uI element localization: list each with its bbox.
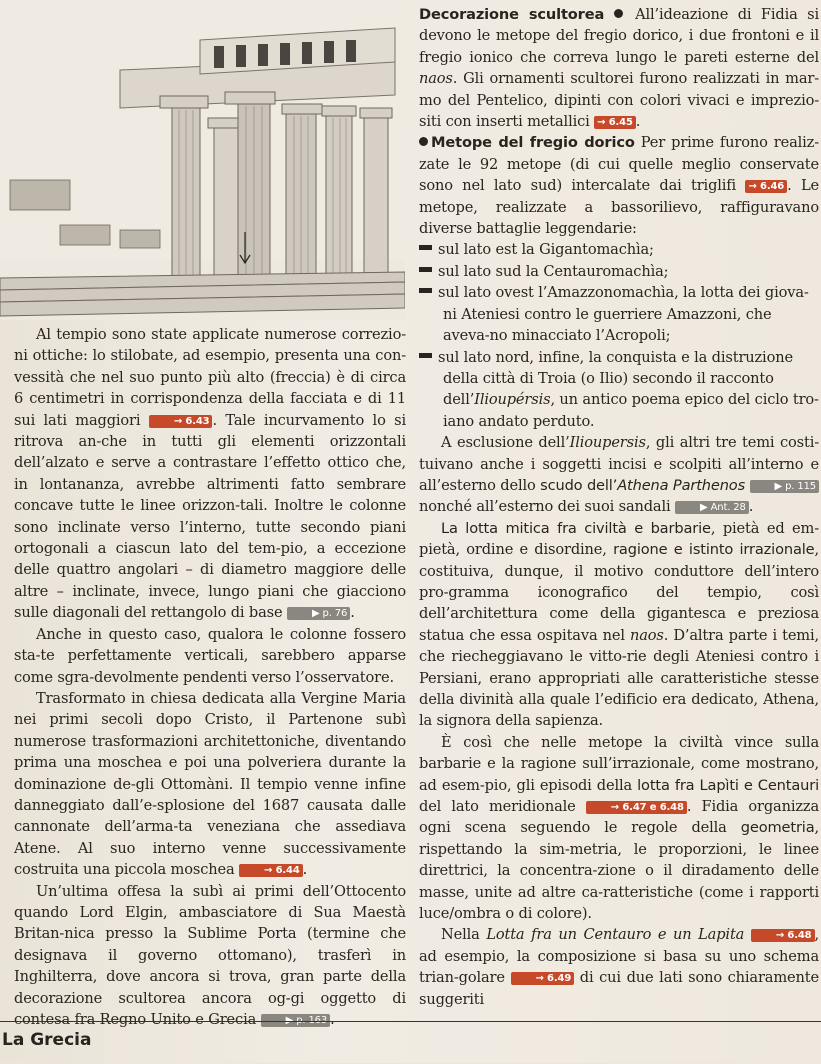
paragraph-optical-corrections: Al tempio sono state applicate numerose correzio-ni ottiche: lo stilobate, ad esempio, presenta una con-vessità che nel suo punto più alto (freccia) è di circa 6 centimetri in corrispondenza della facciata e di 11 sui lati maggiori → 6.43 . Tale incurvamento lo si ritrova an-che in tutti gli elementi orizzontali dell’alzato e serve a contrastare l’effetto ottico che, in lontananza, avrebbe altrimenti fatto sembrare concave tutte le linee orizzon-tali. Inoltre le colonne sono inclinate verso l’interno, tutte secondo piani ortogonali a ciascun lato del tem-pio, a eccezione delle quattro angolari – di diametro maggiore delle altre – inclinate, invece, lungo piani che giacciono sulle diagonali del rettangolo di base ▶ p. 76 . bbox=[14, 326, 406, 622]
footer-section-label: La Grecia bbox=[2, 1030, 92, 1050]
figure-ref[interactable]: → 6.47 e 6.48 bbox=[586, 801, 687, 814]
page-ref[interactable]: ▶ p. 76 bbox=[287, 607, 350, 620]
figure-ref[interactable]: → 6.49 bbox=[511, 972, 575, 985]
paragraph-shield: A esclusione dell’Ilioupersis, gli altri tre temi costi-tuivano anche i soggetti incisi e scolpiti all’interno e all’esterno dello scudo dell’Athena Parthenos ▶ p. 115 nonché all’esterno dei suoi sandali ▶ Ant. 28 . bbox=[419, 434, 820, 516]
paragraph-metopes: Metope del fregio dorico Per prime furono realiz-zate le 92 metope (di cui quelle meglio conservate sono nel lato sud) intercalate dai triglifi → 6.46 . Le metope, realizzate a bassorilievo, raffiguravano diverse battaglie leggendarie: bbox=[419, 134, 819, 238]
paragraph-elgin: Un’ultima offesa la subì ai primi dell’Ottocento quando Lord Elgin, ambasciatore di Sua Maestà Britan-nica presso la Sublime Porta (termine che designava il governo ottomano), trasferì in Inghilterra, dove ancora si trova, gran parte della decorazione scultorea ancora og-gi oggetto di contesa fra Regno Unito e Grecia ▶ p. 163 . bbox=[14, 882, 406, 1028]
paragraph-centaur: Nella Lotta fra un Centauro e un Lapita → 6.48 , ad esempio, la composizione si basa su uno schema trian-golare → 6.49 di cui due lati sono chiaramente suggeriti bbox=[419, 926, 819, 1008]
bullet-dot-icon bbox=[614, 9, 623, 18]
paragraph-decoration: Decorazione scultorea All’ideazione di Fidia si devono le metope del fregio dorico, i due frontoni e il fregio ionico che correva lungo le pareti esterne del naos. Gli ornamenti scultorei furono realizzati in mar-mo del Pentelico, dipinti con colori vivaci e imprezio-siti con inserti metallici → 6.45 . bbox=[419, 6, 819, 131]
heading-metopes: Metope del fregio dorico bbox=[431, 134, 635, 152]
bullet-dot-icon bbox=[419, 137, 428, 146]
bullet-square-icon bbox=[419, 288, 432, 293]
bullet-square-icon bbox=[419, 245, 432, 250]
figure-ref[interactable]: → 6.44 bbox=[239, 864, 303, 877]
list-item: sul lato nord, infine, la conquista e la distruzione della città di Troia (o Ilio) secondo il racconto dell’Ilioupérsis, un antico poema epico del ciclo tro-iano andato perduto. bbox=[419, 347, 819, 433]
list-item: sul lato ovest l’Amazzonomachìa, la lotta dei giova-ni Ateniesi contro le guerriere Amazzoni, che aveva-no minacciato l’Acropoli; bbox=[419, 282, 819, 346]
left-column bbox=[14, 324, 406, 1030]
figure-ref[interactable]: → 6.46 bbox=[745, 180, 787, 193]
parthenon-illustration bbox=[0, 0, 405, 320]
paragraph-civilization: La lotta mitica fra civiltà e barbarie, pietà ed em-pietà, ordine e disordine, ragione e istinto irrazionale, costituiva, dunque, il motivo conduttore dell’intero pro-gramma iconografico del tempio, così dell’architettura come della gigantesca e preziosa statua che essa ospitava nel naos. D’altra parte i temi, che riecheggiavano le vitto-rie degli Ateniesi contro i Persiani, erano appropriati alle caratteristiche stesse della divinità alla quale l’edificio era dedicato, Athena, la signora della sapienza. bbox=[419, 519, 820, 730]
bullet-square-icon bbox=[419, 267, 432, 272]
right-column bbox=[419, 4, 819, 1010]
page-ref[interactable]: ▶ Ant. 28 bbox=[675, 501, 749, 514]
paragraph-columns: Anche in questo caso, qualora le colonne fossero sta-te perfettamente verticali, sarebbero apparse come sgra-devolmente pendenti verso l’osservatore. bbox=[14, 625, 406, 686]
figure-ref[interactable]: → 6.45 bbox=[594, 116, 636, 129]
page-footer bbox=[0, 1021, 821, 1064]
bullet-square-icon bbox=[419, 353, 432, 358]
heading-decoration: Decorazione scultorea bbox=[419, 6, 605, 23]
figure-ref[interactable]: → 6.43 bbox=[149, 415, 213, 428]
page-ref[interactable]: ▶ p. 115 bbox=[750, 480, 819, 493]
list-item: sul lato est la Gigantomachìa; bbox=[419, 239, 819, 260]
figure-ref[interactable]: → 6.48 bbox=[751, 929, 815, 942]
paragraph-history: Trasformato in chiesa dedicata alla Vergine Maria nei primi secoli dopo Cristo, il Partenone subì numerose trasformazioni architettoniche, diventando prima una moschea e poi una polveriera durante la dominazione de-gli Ottomàni. Il tempio venne infine danneggiato dall’e-splosione del 1687 causata dalle cannonate dell’arma-ta veneziana che assediava Atene. Al suo interno venne successivamente costruita una piccola moschea → 6.44 . bbox=[14, 689, 406, 879]
paragraph-metopes-victory: È così che nelle metope la civiltà vince sulla barbarie e la ragione sull’irrazionale, come mostrano, ad esem-pio, gli episodi della lotta fra Lapìti e Centauri del lato meridionale → 6.47 e 6.48 . Fidia organizza ogni scena seguendo le regole della geometria, rispettando la sim-metria, le proporzioni, le linee direttrici, la concentra-zione o il diradamento delle masse, unite ad altre ca-ratteristiche (come i rapporti luce/ombra o di colore). bbox=[419, 733, 819, 923]
list-item: sul lato sud la Centauromachìa; bbox=[419, 261, 819, 282]
page-ref[interactable]: ▶ p. 163 bbox=[261, 1014, 330, 1027]
